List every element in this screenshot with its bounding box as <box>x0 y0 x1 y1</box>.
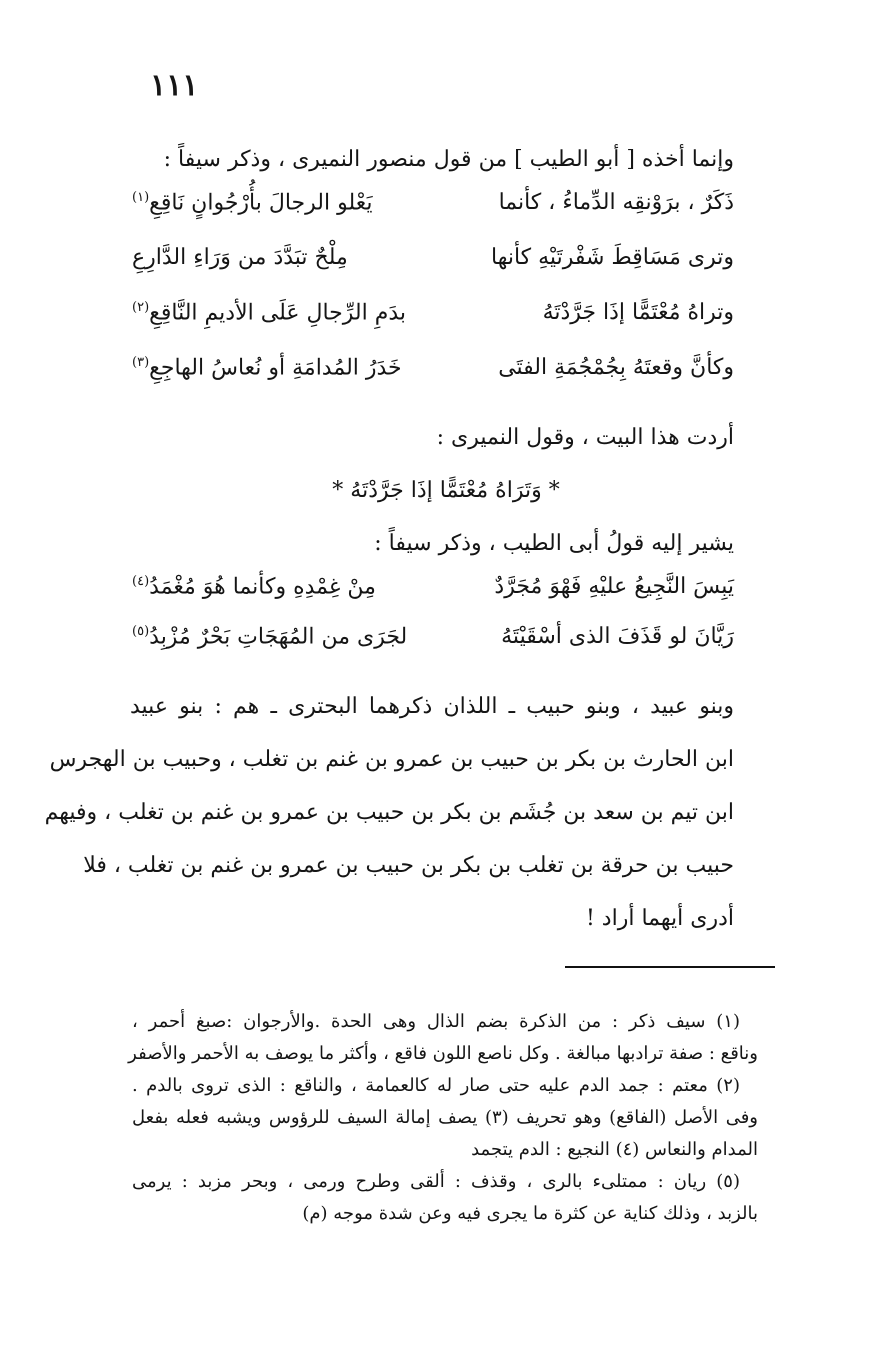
poem1-verse <box>132 300 734 342</box>
footnote-line: المدام والنعاس (٤) النجيع : الدم يتجمد <box>471 1139 758 1160</box>
hemistich-text: يَعْلو الرجالَ بأُرْجُوانٍ نَاقِعِ <box>149 190 373 216</box>
prose-paragraph <box>44 680 734 945</box>
quoted-hemistich: * وَتَرَاهُ مُعْتَمًّا إذَا جَرَّدْتَهُ * <box>332 478 560 503</box>
footnote-line: (٢) معتم : جمد الدم عليه حتى صار له كالعمامة ، والناقع : الذى تروى بالدم . <box>132 1075 740 1096</box>
footnotes <box>128 1006 758 1230</box>
hemistich-text: لجَرَى من المُهَجَاتِ بَحْرٌ مُزْبِدُ <box>149 624 408 650</box>
hemistich-second <box>132 190 372 215</box>
prose-line: أدرى أيهما أراد ! <box>585 906 734 931</box>
hemistich-second <box>132 574 376 599</box>
hemistich-text: بدَمِ الرِّجالِ عَلَى الأديمِ النَّاقِعِ <box>149 300 406 326</box>
page-number: ١١١ <box>150 68 199 103</box>
poem1-verse <box>132 245 734 287</box>
footnote-marker: (٥) <box>132 624 150 639</box>
footnote-line: (١) سيف ذكر : من الذكرة بضم الذال وهى الحدة .والأرجوان :صبغ أحمر ، <box>132 1011 740 1032</box>
footnote-line: وفى الأصل (الفاقع) وهو تحريف (٣) يصف إمالة السيف للرؤوس ويشبه فعله بفعل <box>132 1107 758 1128</box>
hemistich-second <box>132 624 407 649</box>
mid-line: أردت هذا البيت ، وقول النميرى : <box>436 425 734 450</box>
footnote-line: (٥) ريان : ممتلىء بالرى ، وقذف : ألقى وطرح ورمى ، وبحر مزبد : يرمى <box>132 1171 740 1192</box>
poem1-verse <box>132 190 734 232</box>
prose-line: وبنو عبيد ، وبنو حبيب ـ اللذان ذكرهما البحترى ـ هم : بنو عبيد <box>130 694 734 719</box>
hemistich-text: مِنْ غِمْدِهِ وكأنما هُوَ مُغْمَدُ <box>149 574 376 600</box>
prose-line: ابن تيم بن سعد بن جُشَم بن بكر بن حبيب بن عمرو بن غنم بن تغلب ، وفيهم <box>44 800 734 825</box>
footnote-marker: (٢) <box>132 300 150 315</box>
footnote-marker: (٤) <box>132 574 150 589</box>
footnote-line: بالزبد ، وذلك كناية عن كثرة ما يجرى فيه وعن شدة موجه (م) <box>302 1203 758 1224</box>
hemistich-first: رَيَّانَ لو قَذَفَ الذى أسْقَيْتَهُ <box>501 624 734 649</box>
footnote-separator <box>565 966 775 968</box>
hemistich-first: وكأنَّ وقعتَهُ بِجُمْجُمَةِ الفتَى <box>498 355 734 380</box>
hemistich-text: خَدَرُ المُدامَةِ أو نُعاسُ الهاجِعِ <box>149 355 402 381</box>
poem2-verse <box>132 574 734 616</box>
lead-line: يشير إليه قولُ أبى الطيب ، وذكر سيفاً : <box>374 531 734 556</box>
hemistich-second <box>132 355 402 380</box>
poem1-verse <box>132 355 734 397</box>
hemistich-second <box>132 245 348 270</box>
footnote-marker: (١) <box>132 190 150 205</box>
intro-line: وإنما أخذه [ أبو الطيب ] من قول منصور النميرى ، وذكر سيفاً : <box>163 147 734 172</box>
hemistich-second <box>132 300 406 325</box>
footnote-line: وناقع : صفة ترادبها مبالغة . وكل ناصع اللون فاقع ، وأكثر ما يوصف به الأحمر والأصفر <box>128 1043 758 1064</box>
hemistich-first: يَبِسَ النَّجِيعُ عليْهِ فَهْوَ مُجَرَّدٌ <box>494 574 734 599</box>
footnote-marker: (٣) <box>132 355 150 370</box>
poem2-verse <box>132 624 734 666</box>
hemistich-first: وترى مَسَاقِطَ شَفْرتَيْهِ كأنها <box>491 245 734 270</box>
hemistich-first: ذَكَرٌ ، برَوْنقِه الدِّماءُ ، كأنما <box>498 190 734 215</box>
prose-line: ابن الحارث بن بكر بن حبيب بن عمرو بن غنم بن تغلب ، وحبيب بن الهجرس <box>49 747 734 772</box>
hemistich-text: مِلْحٌ تبَدَّدَ من وَرَاءِ الدَّارِعِ <box>132 245 348 270</box>
prose-line: حبيب بن حرقة بن تغلب بن بكر بن حبيب بن عمرو بن غنم بن تغلب ، فلا <box>83 853 734 878</box>
hemistich-first: وتراهُ مُعْتَمًّا إذَا جَرَّدْتَهُ <box>542 300 734 325</box>
